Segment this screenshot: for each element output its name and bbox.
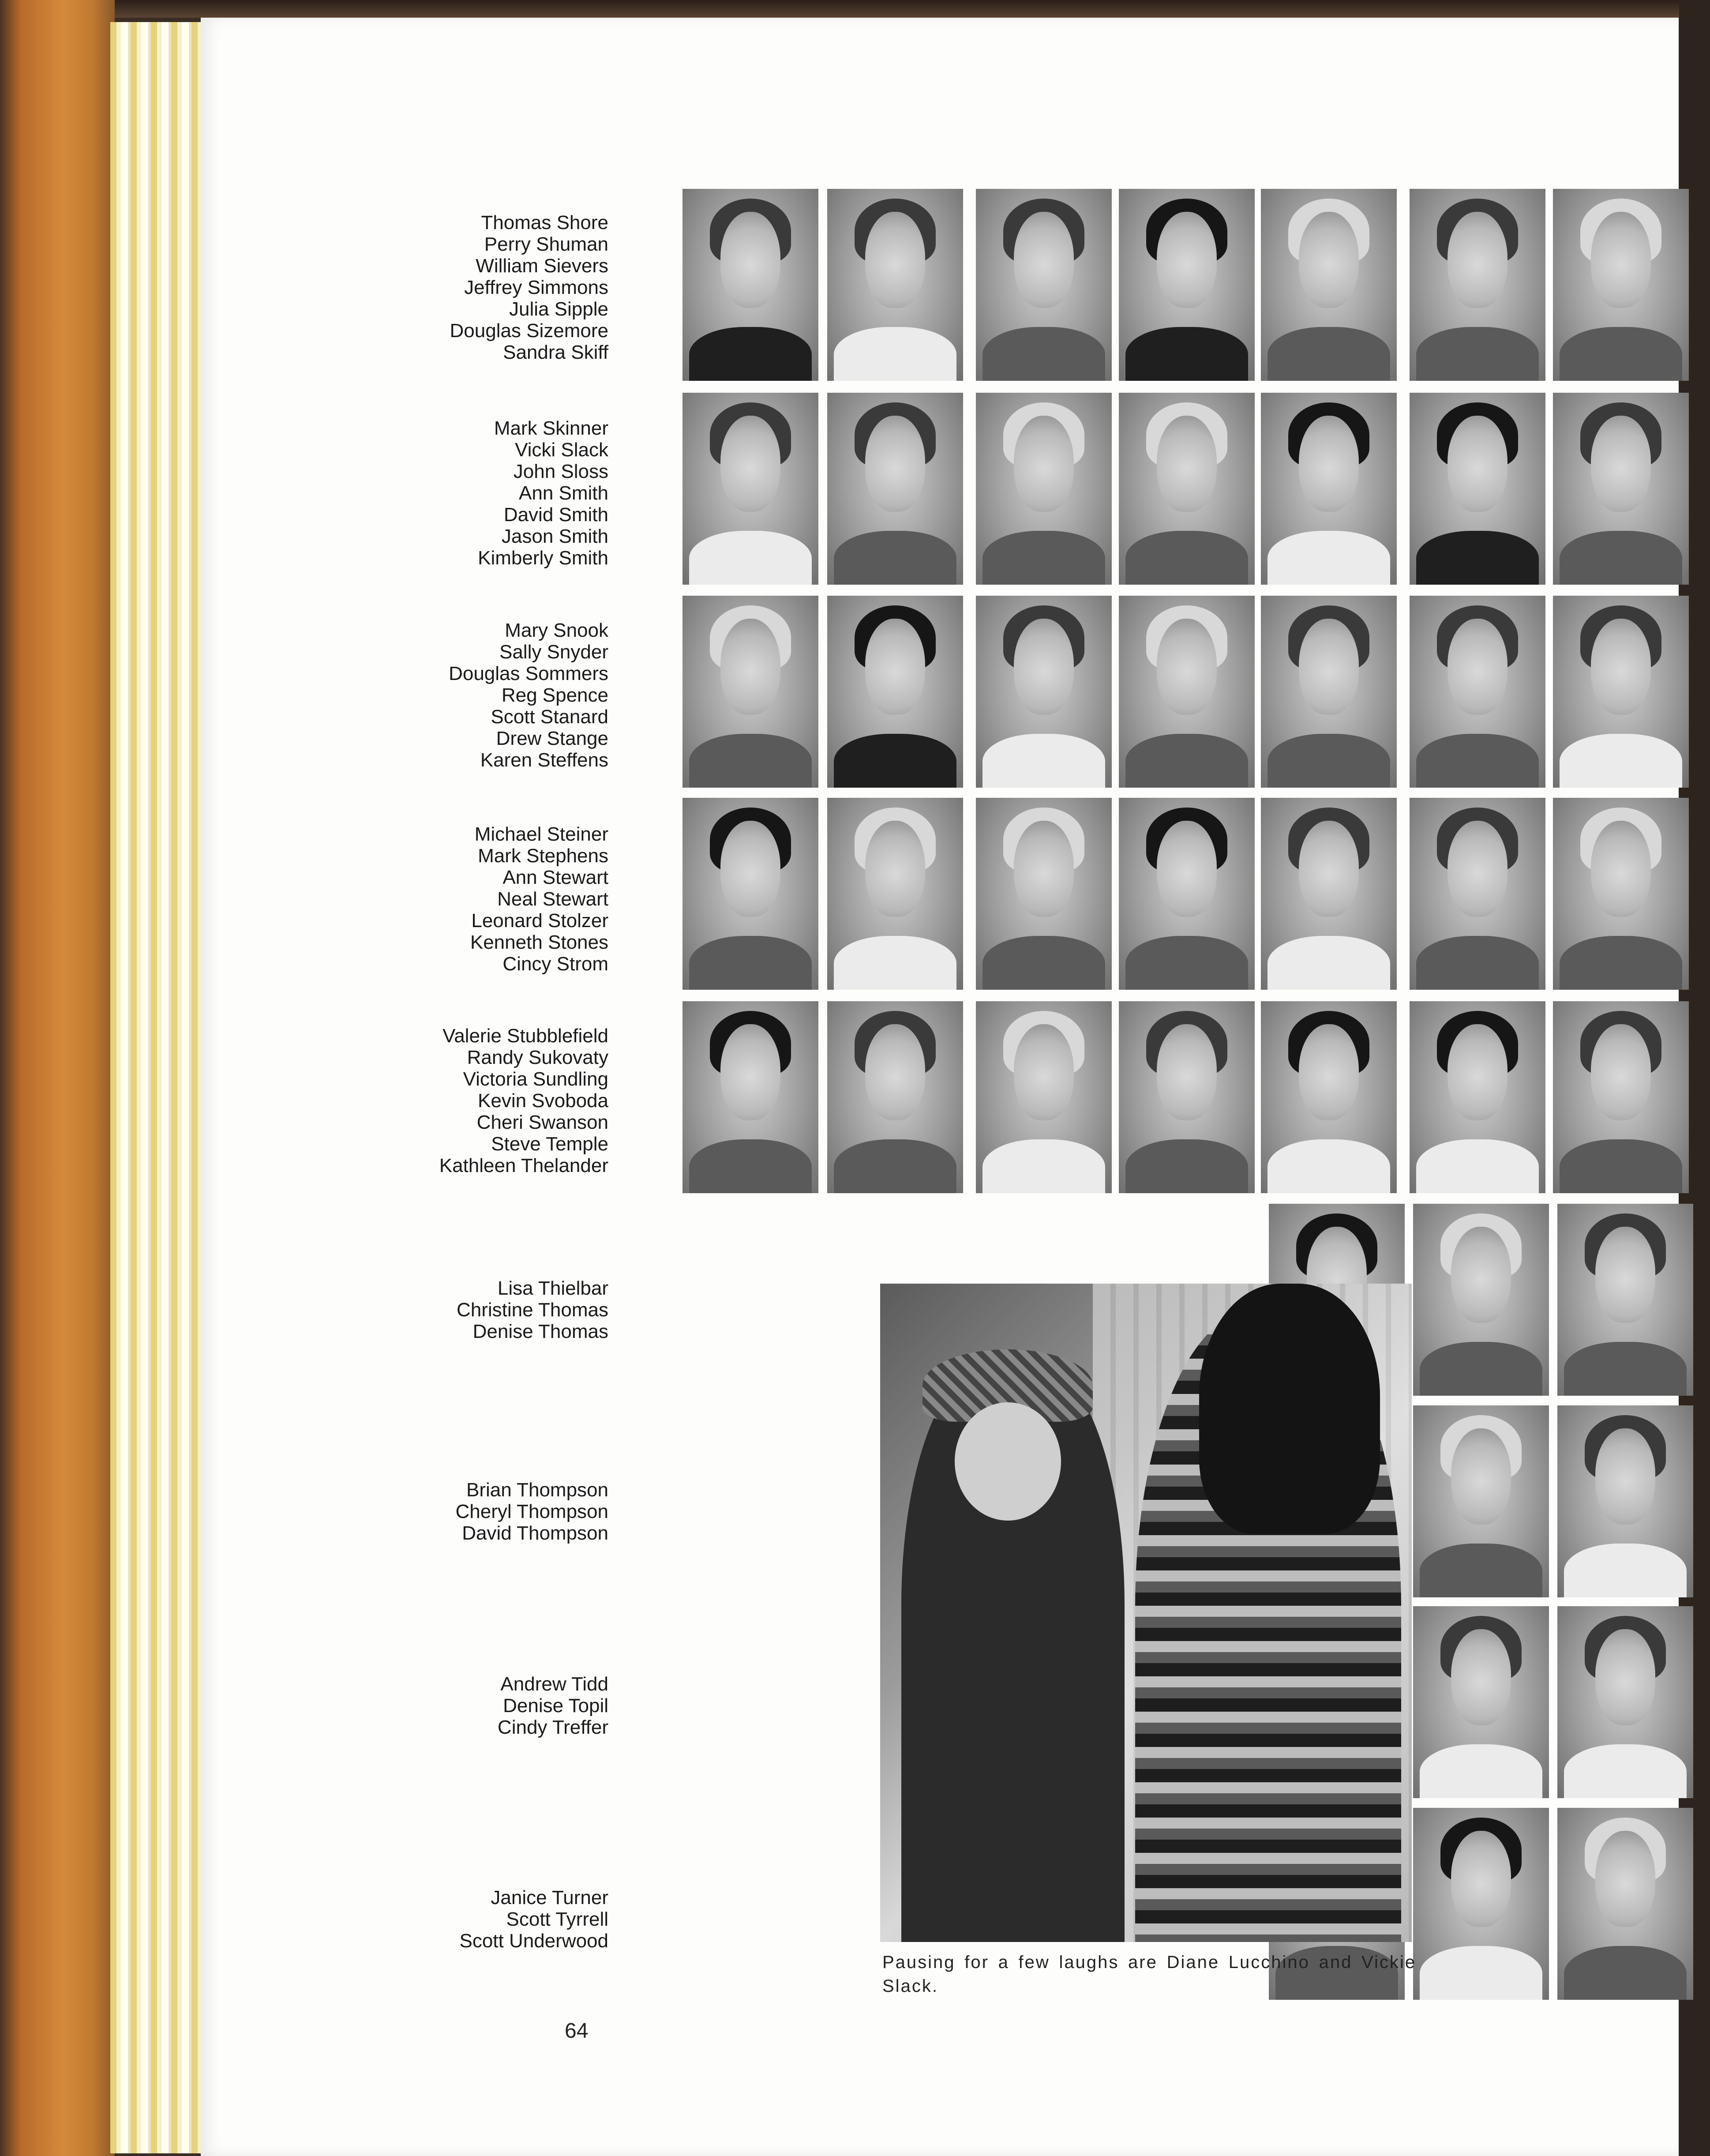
student-name: David Thompson: [462, 1522, 608, 1544]
name-list: [439, 1025, 608, 1176]
student-portrait: [1553, 393, 1689, 585]
photo-caption: Pausing for a few laughs are Diane Lucchino and Vickie Slack.: [882, 1953, 1416, 1996]
student-name: Janice Turner: [491, 1887, 608, 1908]
student-name: Michael Steiner: [474, 823, 608, 845]
student-portrait: [1410, 1001, 1545, 1193]
student-name: Cheri Swanson: [476, 1112, 608, 1133]
student-portrait: [1553, 189, 1689, 381]
student-portrait: [827, 1001, 963, 1193]
candid-photo: [880, 1284, 1412, 1942]
student-portrait: [1410, 596, 1545, 788]
student-name: Douglas Sommers: [449, 663, 608, 684]
student-name: Ann Smith: [519, 482, 608, 504]
student-name: Andrew Tidd: [500, 1673, 608, 1695]
student-portrait: [1261, 393, 1397, 585]
name-list: [457, 1277, 608, 1342]
student-name: Kenneth Stones: [470, 932, 608, 953]
student-name: Cheryl Thompson: [455, 1501, 608, 1522]
student-name: Mary Snook: [505, 620, 608, 641]
student-name: Lisa Thielbar: [497, 1277, 608, 1299]
student-name: Brian Thompson: [466, 1479, 608, 1501]
student-portrait: [1261, 1001, 1397, 1193]
student-portrait: [1119, 596, 1255, 788]
name-list: [470, 823, 608, 975]
student-portrait: [1413, 1808, 1549, 2000]
student-portrait: [976, 798, 1112, 990]
student-portrait: [1557, 1204, 1693, 1396]
student-name: Douglas Sizemore: [450, 320, 608, 342]
student-portrait: [1119, 798, 1255, 990]
student-name: Denise Thomas: [472, 1321, 608, 1342]
student-portrait: [682, 596, 818, 788]
student-name: Scott Stanard: [491, 706, 608, 728]
student-name: Kevin Svoboda: [478, 1090, 608, 1112]
student-name: Cincy Strom: [502, 953, 608, 975]
student-portrait: [1413, 1204, 1549, 1396]
page-edges: [110, 22, 203, 2153]
student-name: Kathleen Thelander: [439, 1155, 608, 1176]
student-portrait: [1413, 1405, 1549, 1597]
student-portrait: [1119, 189, 1255, 381]
student-portrait: [1410, 189, 1545, 381]
student-name: Vicki Slack: [515, 439, 608, 461]
student-name: Jeffrey Simmons: [464, 277, 608, 298]
student-portrait: [976, 1001, 1112, 1193]
student-name: Thomas Shore: [481, 212, 608, 233]
book-cover-top: [0, 0, 1710, 18]
student-name: Kimberly Smith: [478, 547, 608, 569]
student-name: Mark Skinner: [494, 417, 608, 439]
student-name: Randy Sukovaty: [467, 1047, 608, 1068]
student-portrait: [1261, 189, 1397, 381]
student-name: Scott Tyrrell: [506, 1908, 608, 1930]
student-name: Steve Temple: [491, 1133, 608, 1155]
student-name: Victoria Sundling: [463, 1068, 608, 1090]
student-name: Perry Shuman: [484, 233, 608, 255]
student-face: [955, 1402, 1061, 1521]
student-portrait: [1553, 798, 1689, 990]
student-name: Karen Steffens: [480, 749, 608, 771]
student-portrait: [1261, 596, 1397, 788]
student-portrait: [1261, 798, 1397, 990]
student-name: Jason Smith: [501, 526, 608, 547]
student-portrait: [1553, 596, 1689, 788]
student-name: Sally Snyder: [499, 641, 608, 663]
student-portrait: [1119, 1001, 1255, 1193]
student-portrait: [682, 393, 818, 585]
student-portrait: [976, 393, 1112, 585]
student-name: David Smith: [503, 504, 608, 526]
student-name: Neal Stewart: [497, 888, 608, 910]
student-portrait: [1410, 393, 1545, 585]
name-list: [450, 212, 609, 363]
student-portrait: [682, 1001, 818, 1193]
student-name: Valerie Stubblefield: [442, 1025, 608, 1047]
student-portrait: [1553, 1001, 1689, 1193]
student-portrait: [1557, 1808, 1693, 2000]
yearbook-page: [201, 18, 1679, 2156]
student-portrait: [976, 596, 1112, 788]
student-portrait: [827, 189, 963, 381]
student-name: Scott Underwood: [459, 1930, 608, 1952]
student-hair: [1199, 1284, 1380, 1534]
name-list: [456, 1479, 608, 1544]
page-number: 64: [565, 2019, 589, 2043]
student-name: Denise Topil: [503, 1695, 608, 1717]
student-portrait: [682, 798, 818, 990]
student-portrait: [1410, 798, 1545, 990]
student-name: Ann Stewart: [502, 867, 608, 888]
student-portrait: [1557, 1405, 1693, 1597]
student-name: Christine Thomas: [457, 1299, 608, 1321]
student-name: Cindy Treffer: [497, 1717, 608, 1738]
student-name: Mark Stephens: [478, 845, 608, 867]
student-portrait: [827, 596, 963, 788]
student-portrait: [827, 798, 963, 990]
student-portrait: [1119, 393, 1255, 585]
student-portrait: [976, 189, 1112, 381]
book-cover-left: [0, 0, 115, 2156]
student-portrait: [1413, 1606, 1549, 1798]
student-portrait: [682, 189, 818, 381]
name-list: [478, 417, 608, 569]
student-name: William Sievers: [476, 255, 608, 277]
student-name: Sandra Skiff: [503, 342, 608, 363]
student-name: John Sloss: [513, 461, 608, 482]
student-name: Reg Spence: [501, 684, 608, 706]
student-name: Drew Stange: [496, 728, 608, 749]
name-list: [449, 620, 608, 771]
student-name: Leonard Stolzer: [471, 910, 608, 932]
student-portrait: [1557, 1606, 1693, 1798]
name-list: [498, 1673, 608, 1738]
student-name: Julia Sipple: [509, 298, 608, 320]
name-list: [459, 1887, 608, 1952]
student-portrait: [827, 393, 963, 585]
